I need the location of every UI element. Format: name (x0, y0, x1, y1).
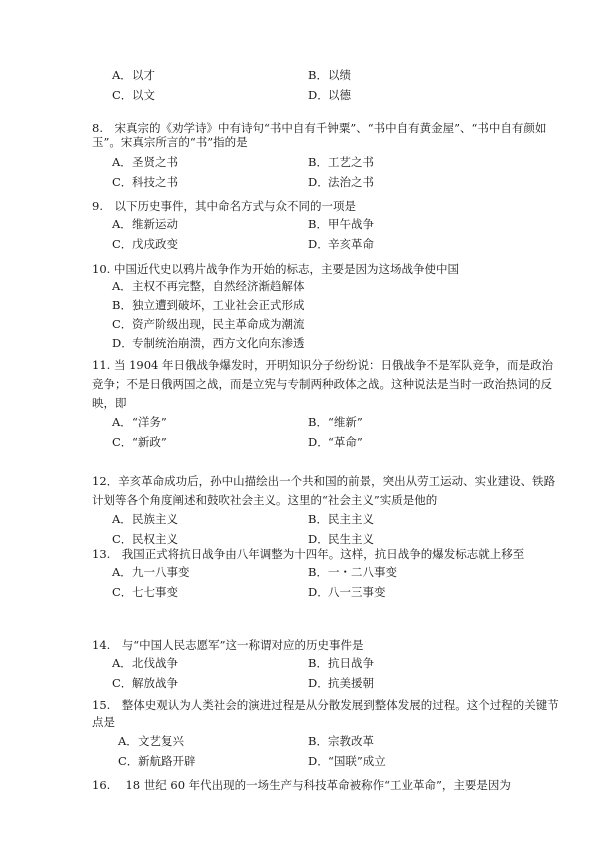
option-row (92, 512, 512, 532)
question-15 (92, 697, 559, 774)
question-stem: 14. 与“中国人民志愿军”这一称谓对应的历史事件是 (92, 638, 364, 652)
option-row (92, 565, 512, 585)
question-7-options (92, 68, 512, 108)
option-c[interactable]: C．戊戌政变 (112, 237, 178, 251)
question-stem: 11. 当 1904 年日俄战争爆发时，开明知识分子纷纷说：日俄战争不是军队竞争，而是政治 竞争；不是日俄两国之战，而是立宪与专制两种政体之战。这种说法是当时一政治热词的反 映，即 (92, 358, 554, 410)
question-stem: 8. 宋真宗的《劝学诗》中有诗句“书中自有千钟粟”、“书中自有黄金屋”、“书中自有颜如 玉”。宋真宗所言的“书”指的是 (92, 121, 547, 149)
option-b[interactable]: B．独立遭到破坏，工业社会正式形成 (112, 298, 305, 312)
option-row (92, 237, 512, 257)
question-9 (92, 199, 512, 257)
option-b[interactable]: B．抗日战争 (308, 656, 374, 670)
option-row (92, 676, 512, 696)
option-list (92, 279, 512, 355)
option-a[interactable]: A．民族主义 (112, 512, 178, 526)
option-d[interactable]: D．辛亥革命 (308, 237, 374, 251)
option-d[interactable]: D．法治之书 (308, 175, 374, 189)
question-stem: 16. 18 世纪 60 年代出现的一场生产与科技革命被称作“工业革命”，主要是因为 (92, 778, 511, 792)
option-d[interactable]: D．“国联”成立 (308, 754, 386, 768)
option-a[interactable]: A．圣贤之书 (112, 155, 178, 169)
option-d[interactable]: D．民生主义 (308, 532, 374, 546)
question-16 (92, 778, 512, 792)
question-stem: 13. 我国正式将抗日战争由八年调整为十四年。这样，抗日战争的爆发标志就上移至 (92, 547, 525, 561)
option-row (92, 754, 512, 774)
option-c[interactable]: C．解放战争 (112, 676, 178, 690)
option-c[interactable]: C．“新政” (112, 435, 167, 449)
question-10 (92, 262, 512, 355)
option-row (92, 585, 512, 605)
option-d[interactable]: D．“革命” (308, 435, 363, 449)
option-row (92, 734, 512, 754)
option-row (92, 415, 512, 435)
option-d[interactable]: D．抗美援朝 (308, 676, 374, 690)
option-a[interactable]: A．以才 (112, 68, 155, 82)
option-row (92, 217, 512, 237)
option-b[interactable]: B．民主主义 (308, 512, 374, 526)
option-b[interactable]: B．以绩 (308, 68, 351, 82)
option-c[interactable]: C．七七事变 (112, 585, 178, 599)
option-b[interactable]: B．甲午战争 (308, 217, 374, 231)
option-a[interactable]: A．九一八事变 (112, 565, 190, 579)
option-a[interactable]: A．文艺复兴 (118, 734, 184, 748)
option-a[interactable]: A．北伐战争 (112, 656, 178, 670)
option-row (92, 88, 512, 108)
option-b[interactable]: B．“维新” (308, 415, 363, 429)
option-a[interactable]: A．维新运动 (112, 217, 178, 231)
question-13 (92, 547, 525, 605)
question-stem: 12．辛亥革命成功后，孙中山描绘出一个共和国的前景，突出从劳工运动、实业建设、铁路 计划等各个角度阐述和鼓吹社会主义。这里的“社会主义”实质是他的 (92, 474, 556, 507)
option-row (92, 155, 512, 175)
option-c[interactable]: C．新航路开辟 (118, 754, 196, 768)
option-d[interactable]: D．以德 (308, 88, 351, 102)
option-a[interactable]: A．主权不再完整，自然经济渐趋解体 (112, 279, 305, 293)
option-c[interactable]: C．以文 (112, 88, 155, 102)
option-a[interactable]: A．“洋务” (112, 415, 167, 429)
option-row (92, 68, 512, 88)
question-8 (92, 121, 547, 195)
option-c[interactable]: C．资产阶级出现，民主革命成为潮流 (112, 317, 305, 331)
option-d[interactable]: D．八一三事变 (308, 585, 386, 599)
option-d[interactable]: D．专制统治崩溃，西方文化向东渗透 (112, 336, 305, 350)
option-row (92, 175, 512, 195)
option-b[interactable]: B．工艺之书 (308, 155, 374, 169)
question-stem: 9. 以下历史事件，其中命名方式与众不同的一项是 (92, 199, 356, 213)
option-c[interactable]: C．民权主义 (112, 532, 178, 546)
option-b[interactable]: B．宗教改革 (308, 734, 374, 748)
option-c[interactable]: C．科技之书 (112, 175, 178, 189)
option-b[interactable]: B．一・二八事变 (308, 565, 397, 579)
option-row (92, 435, 512, 455)
question-stem: 15. 整体史观认为人类社会的演进过程是从分散发展到整体发展的过程。这个过程的关键节 点是 (92, 698, 559, 729)
question-12 (92, 472, 556, 552)
question-stem: 10. 中国近代史以鸦片战争作为开始的标志，主要是因为这场战争使中国 (92, 262, 459, 276)
option-row (92, 656, 512, 676)
question-11 (92, 356, 554, 455)
question-14 (92, 638, 512, 696)
